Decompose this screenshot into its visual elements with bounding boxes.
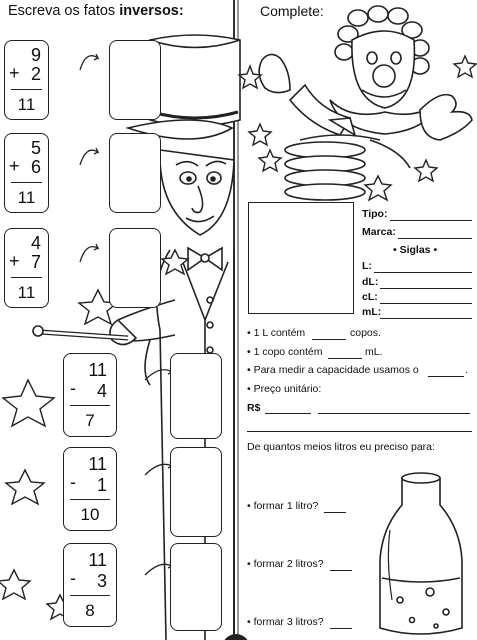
fact-card-3 xyxy=(4,228,49,308)
fact-4-b: 4 xyxy=(96,381,107,401)
fact-card-4 xyxy=(63,353,117,437)
statement-3-blank[interactable] xyxy=(428,376,464,377)
fact-6-a: 11 xyxy=(88,550,107,570)
fact-card-1 xyxy=(4,40,49,120)
fact-6-result: 8 xyxy=(85,601,95,620)
fact-3-b: 7 xyxy=(30,252,41,272)
fact-3-a: 4 xyxy=(30,233,41,253)
statement-2-start: • 1 copo contém xyxy=(247,346,323,358)
fact-4-op: - xyxy=(70,378,76,398)
fact-1-a: 9 xyxy=(30,45,41,65)
fact-3-op: + xyxy=(9,251,20,271)
statement-4: • Preço unitário: xyxy=(247,383,322,395)
statement-3-end: . xyxy=(465,364,468,376)
item-1-blank[interactable] xyxy=(324,512,346,513)
fact-1-b: 2 xyxy=(30,64,41,84)
statement-2-end: mL. xyxy=(365,346,383,358)
marca-label: Marca: xyxy=(362,226,396,238)
fact-2-b: 6 xyxy=(30,157,41,177)
item-1-text: • formar 1 litro? xyxy=(247,500,319,512)
fact-card-5 xyxy=(63,447,117,531)
fact-5-a: 11 xyxy=(88,454,107,474)
fact-5-op: - xyxy=(70,472,76,492)
answer-box-4[interactable] xyxy=(170,353,222,439)
marca-line[interactable] xyxy=(398,238,472,239)
cl-label: cL: xyxy=(362,291,378,303)
price-line-1[interactable] xyxy=(265,413,311,414)
item-3-text: • formar 3 litros? xyxy=(247,616,324,628)
picture-box[interactable] xyxy=(248,202,354,314)
fact-6-b: 3 xyxy=(96,571,107,591)
fact-4-result: 7 xyxy=(85,411,95,430)
fact-5-bar xyxy=(70,499,110,500)
l-line[interactable] xyxy=(374,272,472,273)
question-text: De quantos meios litros eu preciso para: xyxy=(247,441,435,453)
answer-box-1[interactable] xyxy=(109,40,161,120)
fact-card-6 xyxy=(63,543,117,627)
fact-5-result: 10 xyxy=(80,505,100,524)
left-title xyxy=(8,3,184,19)
fact-4-bar xyxy=(70,405,110,406)
fact-2-a: 5 xyxy=(30,138,41,158)
fact-1-result: 11 xyxy=(17,95,36,114)
answer-box-2[interactable] xyxy=(109,133,161,213)
fact-1-bar xyxy=(11,89,42,90)
answer-box-6[interactable] xyxy=(170,543,222,631)
fact-2-bar xyxy=(11,182,42,183)
ml-line[interactable] xyxy=(380,318,472,319)
price-line-2[interactable] xyxy=(318,413,470,414)
left-title-text: Escreva os fatos xyxy=(8,3,116,19)
statement-1-start: • 1 L contém xyxy=(247,327,306,339)
fact-2-op: + xyxy=(9,156,20,176)
siglas-label: • Siglas • xyxy=(393,244,438,256)
fact-3-bar xyxy=(11,277,42,278)
tipo-label: Tipo: xyxy=(362,208,388,220)
ml-label: mL: xyxy=(362,306,382,318)
fact-6-bar xyxy=(70,595,110,596)
item-3-blank[interactable] xyxy=(330,628,352,629)
statement-3: • Para medir a capacidade usamos o xyxy=(247,364,419,376)
tipo-line[interactable] xyxy=(390,220,472,221)
fact-1-op: + xyxy=(9,63,20,83)
l-label: L: xyxy=(362,260,372,272)
dl-line[interactable] xyxy=(380,288,472,289)
clown-drawing xyxy=(259,6,472,200)
fact-4-a: 11 xyxy=(88,360,107,380)
fact-5-b: 1 xyxy=(96,475,107,495)
fact-3-result: 11 xyxy=(17,283,36,302)
price-line-3[interactable] xyxy=(247,431,472,432)
statement-1-blank[interactable] xyxy=(312,339,346,340)
dl-label: dL: xyxy=(362,276,379,288)
answer-box-5[interactable] xyxy=(170,447,222,537)
statement-2-blank[interactable] xyxy=(328,358,362,359)
left-title-bold: inversos: xyxy=(119,3,184,19)
statement-1-end: copos. xyxy=(350,327,381,339)
page-hole xyxy=(222,634,250,640)
right-title: Complete: xyxy=(260,3,324,19)
cl-line[interactable] xyxy=(380,303,472,304)
answer-box-3[interactable] xyxy=(109,228,161,308)
fact-6-op: - xyxy=(70,568,76,588)
currency-label: R$ xyxy=(247,402,261,414)
fact-2-result: 11 xyxy=(17,188,36,207)
item-2-blank[interactable] xyxy=(330,570,352,571)
fact-card-2 xyxy=(4,133,49,213)
item-2-text: • formar 2 litros? xyxy=(247,558,324,570)
bottle-drawing xyxy=(380,473,462,634)
